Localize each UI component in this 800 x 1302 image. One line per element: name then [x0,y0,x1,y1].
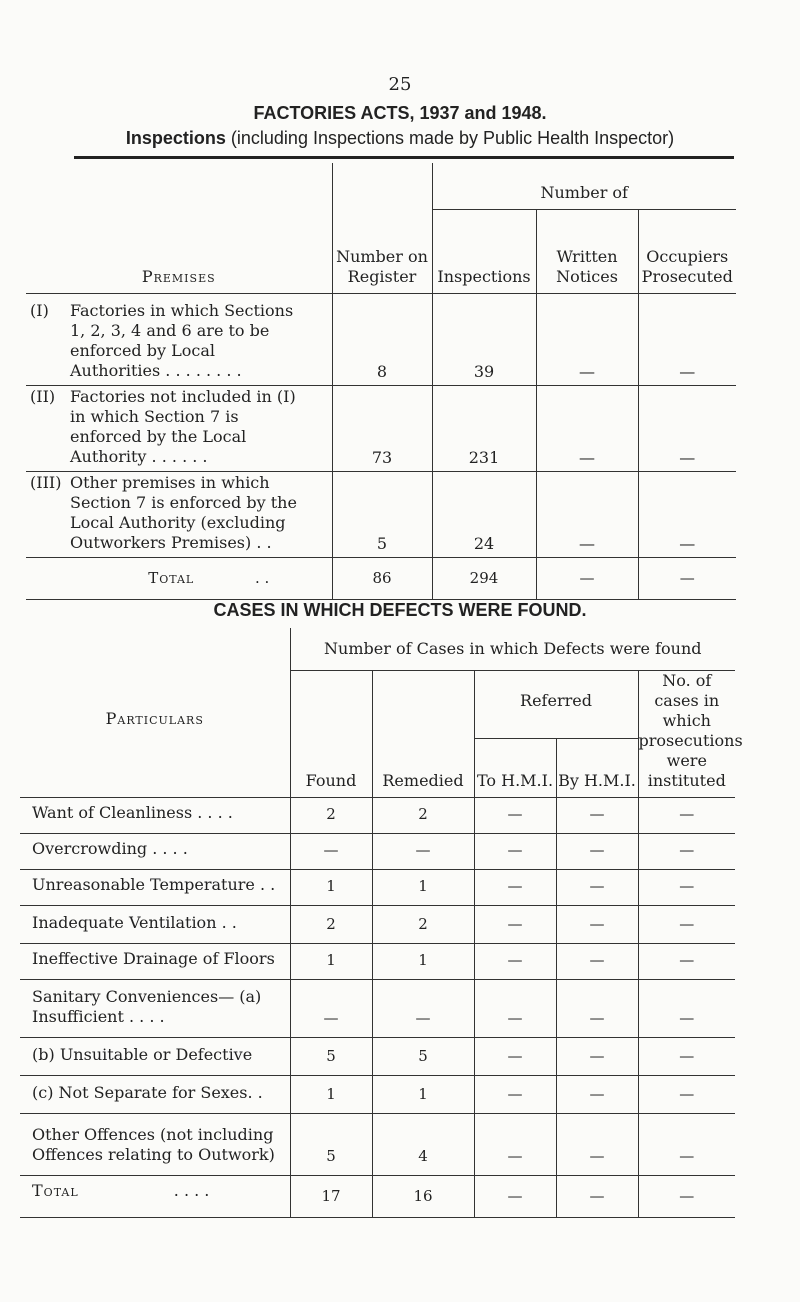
subtitle-bold: Inspections [125,128,226,148]
total-row [20,1175,735,1217]
table-row [20,869,735,905]
total-label: Total [148,569,195,587]
cell-remedied: 1 [372,943,474,979]
cell-register: 8 [332,293,432,385]
cell-found: 1 [290,943,372,979]
cell-found: 1 [290,1075,372,1113]
cell-remedied: 4 [372,1113,474,1175]
cell-prosecutions: — [638,905,735,943]
cell-prosecuted: — [638,385,736,471]
table-row [20,905,735,943]
total-remedied: 16 [372,1175,474,1217]
cell-prosecutions: — [638,797,735,833]
row-number: (III) [30,472,62,492]
cell-remedied: 5 [372,1037,474,1075]
page-subtitle [0,128,800,149]
header-remedied: Remedied [372,670,474,797]
total-label: Total [32,1181,79,1200]
cell-inspections: 39 [432,293,536,385]
cell-prosecutions: — [638,869,735,905]
table-row [20,1037,735,1075]
cell-remedied: 1 [372,1075,474,1113]
table-row [26,385,736,471]
page-title: FACTORIES ACTS, 1937 and 1948. [253,103,547,123]
cell-by-hmi: — [556,943,638,979]
cell-to-hmi: — [474,1037,556,1075]
total-row [26,557,736,599]
cell-remedied: — [372,979,474,1037]
cell-found: 1 [290,869,372,905]
cell-found: — [290,833,372,869]
subtitle-rest: (including Inspections made by Public Health Inspector) [230,128,675,148]
row-label: Want of Cleanliness . . . . [20,797,290,833]
header-occupiers-prosecuted: Occupiers Prosecuted [638,209,736,293]
defects-table [20,628,743,1218]
cell-notices: — [536,293,638,385]
cell-to-hmi: — [474,833,556,869]
total-prosecutions: — [638,1175,735,1217]
header-to-hmi: To H.M.I. [474,739,556,797]
row-label: Overcrowding . . . . [20,833,290,869]
total-notices: — [536,557,638,599]
cell-by-hmi: — [556,1075,638,1113]
header-number-of: Number of [432,163,736,209]
cell-by-hmi: — [556,1113,638,1175]
table-row [26,471,736,557]
cell-found: 2 [290,905,372,943]
row-label: Factories not included in (I) in which Section 7 is enforced by the Local Authority . . . . . . [70,386,296,466]
cell-by-hmi: — [556,979,638,1037]
table-row [20,1075,735,1113]
table-row [20,797,735,833]
heavy-rule [74,156,734,159]
header-written-notices: Written Notices [536,209,638,293]
row-label: Sanitary Conveniences— (a) Insufficient . . . . [20,979,290,1037]
cell-by-hmi: — [556,833,638,869]
total-prosecuted: — [638,557,736,599]
row-label: Factories in which Sections 1, 2, 3, 4 and 6 are to be enforced by Local Authorities . . . . . . . . [70,300,294,380]
cell-prosecutions: — [638,833,735,869]
row-label: (b) Unsuitable or Defective [20,1037,290,1075]
table-row [20,979,735,1037]
cell-notices: — [536,385,638,471]
row-label: Unreasonable Temperature . . [20,869,290,905]
row-label: Other Offences (not including Offences relating to Outwork) [20,1113,290,1175]
cell-found: 2 [290,797,372,833]
cell-by-hmi: — [556,869,638,905]
inspections-table [26,163,736,600]
header-referred: Referred [474,670,638,739]
cell-prosecutions: — [638,979,735,1037]
header-found: Found [290,670,372,797]
row-number: (II) [30,386,56,406]
cell-register: 73 [332,385,432,471]
section-title-defects: CASES IN WHICH DEFECTS WERE FOUND. [213,600,587,620]
cell-to-hmi: — [474,1075,556,1113]
table-row [20,943,735,979]
table-row [26,293,736,385]
header-premises: Premises [26,163,332,293]
cell-to-hmi: — [474,943,556,979]
total-register: 86 [332,557,432,599]
cell-remedied: 2 [372,905,474,943]
cell-to-hmi: — [474,905,556,943]
row-label: (c) Not Separate for Sexes. . [20,1075,290,1113]
table-row [20,1113,735,1175]
total-to-hmi: — [474,1175,556,1217]
row-label: Ineffective Drainage of Floors [20,943,290,979]
total-dots: . . [254,569,270,587]
cell-to-hmi: — [474,979,556,1037]
cell-prosecuted: — [638,471,736,557]
cell-found: 5 [290,1037,372,1075]
page-number: 25 [388,74,412,95]
row-number: (I) [30,300,49,320]
cell-to-hmi: — [474,797,556,833]
total-by-hmi: — [556,1175,638,1217]
cell-prosecutions: — [638,943,735,979]
table-row [20,833,735,869]
header-by-hmi: By H.M.I. [556,739,638,797]
cell-inspections: 24 [432,471,536,557]
cell-to-hmi: — [474,1113,556,1175]
cell-register: 5 [332,471,432,557]
cell-remedied: 2 [372,797,474,833]
cell-remedied: — [372,833,474,869]
header-inspections: Inspections [432,209,536,293]
cell-by-hmi: — [556,1037,638,1075]
cell-prosecutions: — [638,1075,735,1113]
cell-inspections: 231 [432,385,536,471]
header-number-of-cases: Number of Cases in which Defects were found [290,628,735,670]
cell-prosecutions: — [638,1037,735,1075]
total-found: 17 [290,1175,372,1217]
cell-to-hmi: — [474,869,556,905]
row-label: Other premises in which Section 7 is enforced by the Local Authority (excluding Outworkers Premises) . . [70,472,297,552]
header-prosecutions: No. of cases in which prosecutions were instituted [638,670,735,797]
cell-by-hmi: — [556,797,638,833]
cell-prosecuted: — [638,293,736,385]
cell-notices: — [536,471,638,557]
cell-prosecutions: — [638,1113,735,1175]
total-dots: . . . . [173,1181,210,1200]
header-particulars: Particulars [20,628,290,797]
cell-found: 5 [290,1113,372,1175]
cell-by-hmi: — [556,905,638,943]
header-number-on-register: Number on Register [332,163,432,293]
cell-found: — [290,979,372,1037]
row-label: Inadequate Ventilation . . [20,905,290,943]
cell-remedied: 1 [372,869,474,905]
total-inspections: 294 [432,557,536,599]
